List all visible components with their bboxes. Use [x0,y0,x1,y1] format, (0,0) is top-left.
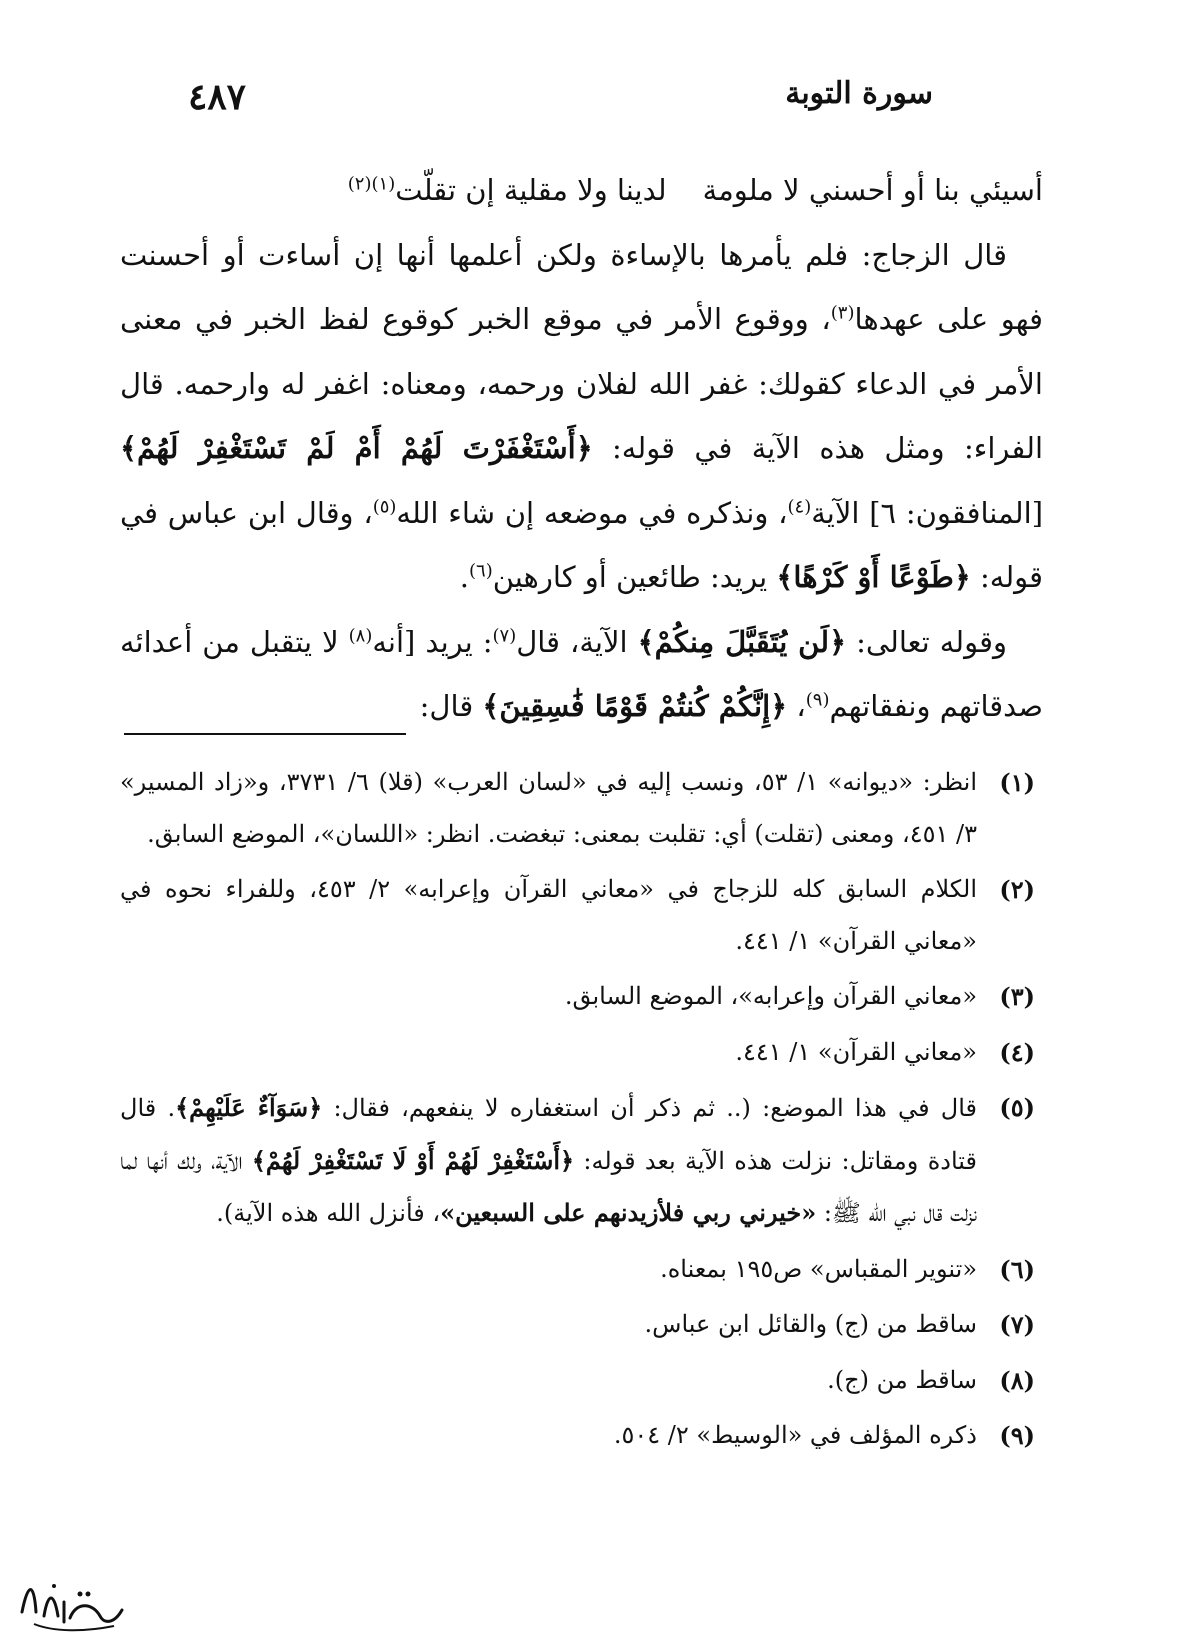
footnote-number: (٦) [999,1254,1035,1284]
footnote-number: (٢) [999,875,1035,904]
paragraph-text: : يريد [أنه [372,624,493,659]
paragraph-text: لا يتقبل من أعدائه صدقاتهم ونفقاتهم [120,624,1043,723]
footnote-text-part: ، فأنزل الله هذه الآية). [216,1199,441,1227]
quran-quote: ﴿سَوَآءٌ عَلَيْهِمْ﴾ [175,1093,323,1122]
footnote-text-part: . قال قتادة ومقاتل: نزلت هذه الآية بعد قوله: [120,1094,977,1175]
footnote-marker: (٥) [372,495,397,517]
footnote-marker: (٩) [805,689,830,711]
footnote-number: (١) [999,768,1035,797]
footnote-marker: (١)(٢) [347,173,396,195]
footnote-number: (٣) [999,982,1035,1011]
footnote-marker: (٨) [348,624,373,646]
footnote-8 [120,1355,1035,1407]
footnote-1 [120,757,1035,860]
publisher-calligraphy-logo-icon [14,1572,132,1638]
footnotes [120,757,1035,1466]
quran-quote: ﴿أَسْتَغْفَرْتَ لَهُمْ أَمْ لَمْ تَسْتَغْفِرْ لَهُمْ﴾ [120,431,593,465]
footnote-number: (٨) [999,1365,1035,1395]
footnote-text: ساقط من (ج). [827,1365,977,1394]
footnote-separator [124,733,406,735]
footnote-text: ذكره المؤلف في «الوسيط» ٢/ ٥٠٤. [613,1421,977,1449]
paragraph-zajjaj [120,223,1043,610]
footnote-number: (٤) [999,1037,1035,1067]
footnote-marker: (٣) [830,302,855,324]
footnote-number: (٩) [999,1421,1035,1450]
paragraph-text: [المنافقون: ٦] الآية [811,495,1044,530]
footnote-marker: (٦) [469,560,493,582]
footnote-marker: (٧) [492,624,517,646]
footnote-3 [120,971,1035,1023]
footnote-text: الكلام السابق كله للزجاج في «معاني القرآن وإعرابه» ٢/ ٤٥٣، وللفراء نحوه في «معاني القرآن» ١/ ٤٤١. [120,875,978,955]
calligraphy-logo-graphic [14,1572,132,1638]
quran-quote: ﴿طَوْعًا أَوْ كَرْهًا﴾ [776,560,971,594]
footnote-text: ساقط من (ج) والقائل ابن عباس. [644,1310,977,1338]
verse-first-hemistich: أسيئي بنا أو أحسني لا ملومة [702,173,1043,207]
footnote-5 [120,1082,1035,1240]
footnote-text: انظر: «ديوانه» ١/ ٥٣، ونسب إليه في «لسان العرب» (قلا) ٦/ ٣٧٣١، و«زاد المسير» ٣/ ٤٥١، ومعنى (تقلت) أي: تقلبت بمعنى: تبغضت. انظر: «اللسان»، الموضع السابق. [120,768,978,848]
paragraph-text: . [459,560,469,594]
paragraph-text: الآية، قال [516,624,638,659]
paragraph-verse-commentary [120,610,1043,739]
paragraph-text: ، ونذكره في موضعه إن شاء الله [396,495,788,530]
running-title: سورة التوبة [785,76,933,111]
paragraph-text: وقوله تعالى: [846,624,1007,659]
footnote-number: (٧) [999,1310,1035,1339]
poetry-verse [120,158,1043,223]
main-text [120,158,1043,739]
footnote-text-part: الآية، ولك أنها لما نزلت قال نبي الله ﷺ: [120,1146,977,1227]
footnote-text: «معاني القرآن» ١/ ٤٤١. [735,1037,977,1066]
footnote-text [120,1082,977,1240]
paragraph-text: ، ووقوع الأمر في موقع الخبر كوقوع لفظ الخبر في معنى الأمر في الدعاء كقولك: غفر الله لفلان ورحمه، ومعناه: اغفر له وارحمه. قال الفراء: ومثل هذه الآية في قوله: [120,302,1044,465]
footnote-9 [120,1410,1035,1462]
paragraph-text: قال: [419,689,483,723]
footnote-number: (٥) [999,1093,1035,1122]
hadith-quote: «خيرني ربي فلأزيدنهم على السبعين» [440,1198,817,1227]
footnote-text-part: قال في هذا الموضع: (.. ثم ذكر أن استغفاره لا ينفعهم، فقال: [322,1094,978,1122]
footnote-text: «معاني القرآن وإعرابه»، الموضع السابق. [564,982,977,1010]
footnote-7 [120,1299,1035,1351]
quran-quote: ﴿أَسْتَغْفِرْ لَهُمْ أَوْ لَا تَسْتَغْفِرْ لَهُمْ﴾ [251,1145,575,1175]
paragraph-text: ، وقال ابن عباس في قوله: [120,495,1043,594]
quran-quote: ﴿إِنَّكُمْ كُنتُمْ قَوْمًا فَٰسِقِينَ﴾ [482,689,788,723]
quran-quote: ﴿لَن يُتَقَبَّلَ مِنكُمْ﴾ [637,624,847,659]
paragraph-text: يريد: طائعين أو كارهين [492,560,777,594]
footnote-6 [120,1244,1035,1296]
verse-second-hemistich: لدينا ولا مقلية إن تقلّت [395,173,667,207]
footnote-2 [120,864,1035,967]
footnote-text: «تنوير المقباس» ص١٩٥ بمعناه. [660,1254,977,1283]
footnote-4 [120,1027,1035,1079]
footnote-marker: (٤) [787,495,812,517]
paragraph-text: قال الزجاج: فلم يأمرها بالإساءة ولكن أعلمها أنها إن أساءت أو أحسنت فهو على عهدها [120,237,1044,336]
page-number: ٤٨٧ [188,76,247,118]
paragraph-text: ، [787,689,806,723]
